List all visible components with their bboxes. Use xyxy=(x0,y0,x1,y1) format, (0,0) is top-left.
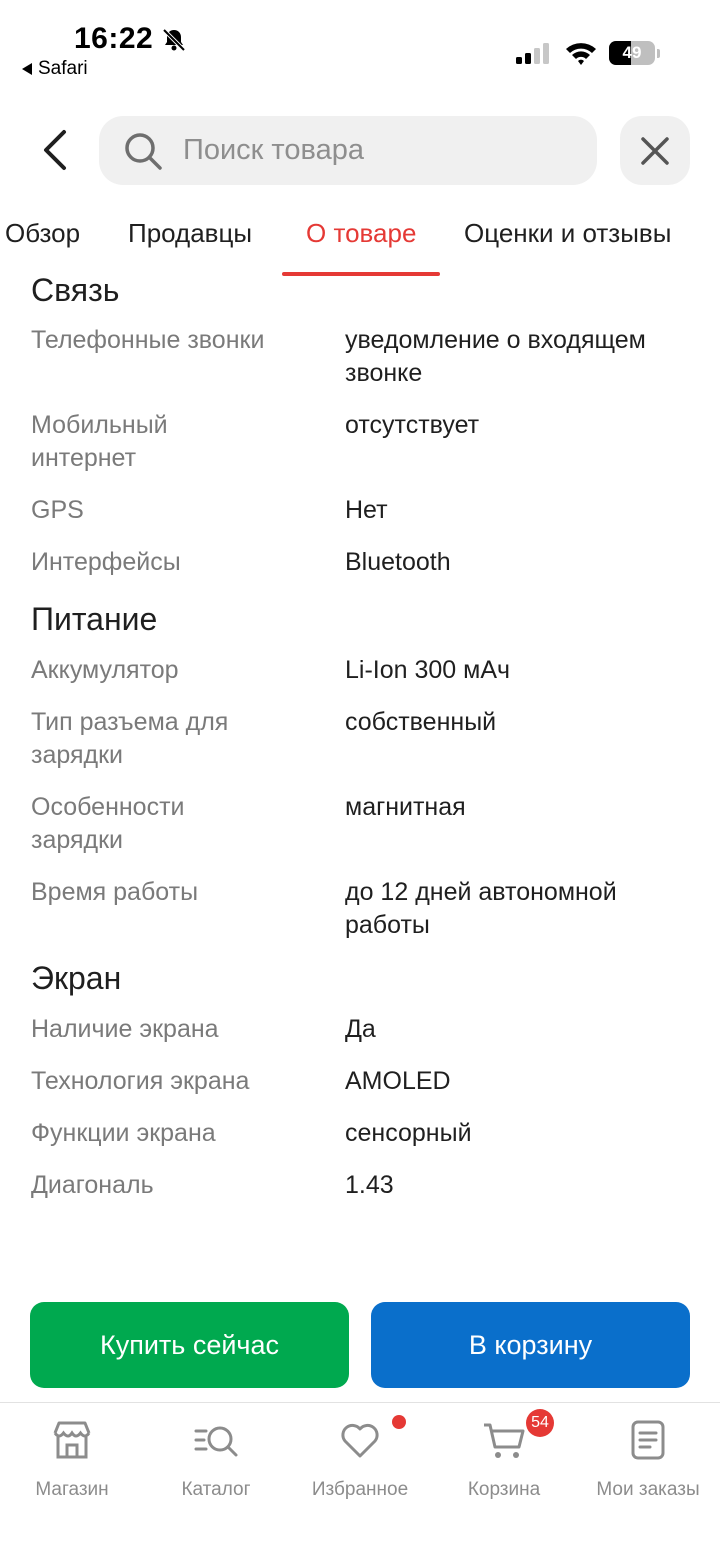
spec-label: Интерфейсы xyxy=(31,548,181,576)
back-triangle-icon xyxy=(22,63,32,75)
spec-value: уведомление о входящем звонке xyxy=(345,326,646,387)
chevron-left-icon xyxy=(40,128,70,172)
nav-shop[interactable] xyxy=(0,1417,144,1501)
nav-favorites[interactable] xyxy=(288,1417,432,1501)
spec-row xyxy=(0,654,720,687)
spec-row xyxy=(0,791,720,857)
bell-muted-icon xyxy=(160,26,188,54)
spec-label: Диагональ xyxy=(31,1171,154,1199)
favorites-notification-dot xyxy=(392,1415,406,1429)
orders-list-icon xyxy=(625,1417,671,1463)
tab-sellers[interactable]: Продавцы xyxy=(128,218,253,248)
spec-row xyxy=(0,1065,720,1098)
spec-label: Мобильный интернет xyxy=(31,411,168,472)
back-to-safari-link[interactable] xyxy=(22,58,88,80)
cellular-signal-icon xyxy=(515,42,553,66)
spec-label: Телефонные звонки xyxy=(31,326,265,354)
tab-overview[interactable]: Обзор xyxy=(5,218,81,248)
nav-cart-label: Корзина xyxy=(467,1479,541,1500)
tab-about-product[interactable]: О товаре xyxy=(306,218,417,248)
buy-now-button[interactable]: Купить сейчас xyxy=(30,1302,349,1388)
back-button[interactable] xyxy=(30,124,80,176)
nav-catalog[interactable] xyxy=(144,1417,288,1501)
spec-label: Особенности зарядки xyxy=(31,793,185,854)
spec-row xyxy=(0,409,720,475)
tab-reviews[interactable]: Оценки и отзывы xyxy=(464,218,672,248)
spec-value: до 12 дней автономной работы xyxy=(345,878,617,939)
battery-level: 49 xyxy=(622,43,642,62)
add-to-cart-button[interactable]: В корзину xyxy=(371,1302,690,1388)
store-icon xyxy=(49,1417,95,1463)
search-input[interactable] xyxy=(183,134,563,167)
wifi-icon xyxy=(564,40,598,66)
spec-value: Li-Ion 300 мАч xyxy=(345,656,511,684)
spec-value: отсутствует xyxy=(345,411,480,439)
spec-label: GPS xyxy=(31,496,84,524)
section-title: Экран xyxy=(31,960,122,996)
close-icon xyxy=(639,135,671,167)
spec-row xyxy=(0,546,720,579)
nav-orders[interactable] xyxy=(576,1417,720,1501)
search-bar[interactable] xyxy=(99,116,597,185)
spec-row xyxy=(0,876,720,942)
section-title: Связь xyxy=(31,272,120,308)
spec-value: собственный xyxy=(345,708,497,736)
battery-indicator xyxy=(609,40,661,66)
spec-row xyxy=(0,1013,720,1046)
nav-cart[interactable] xyxy=(432,1414,576,1501)
close-button[interactable] xyxy=(620,116,690,185)
action-bar xyxy=(0,1302,720,1388)
spec-row xyxy=(0,494,720,527)
product-tabs xyxy=(0,208,720,276)
spec-value: 1.43 xyxy=(345,1171,394,1199)
spec-row xyxy=(0,1169,720,1202)
spec-label: Функции экрана xyxy=(31,1119,216,1147)
bottom-navigation xyxy=(0,1402,720,1561)
spec-row xyxy=(0,324,720,390)
nav-orders-label: Мои заказы xyxy=(596,1479,700,1500)
spec-value: Bluetooth xyxy=(345,548,451,576)
cart-count-badge: 54 xyxy=(526,1409,554,1437)
spec-value: AMOLED xyxy=(345,1067,451,1095)
spec-row xyxy=(0,1117,720,1150)
specs-content xyxy=(0,268,720,1202)
back-app-label: Safari xyxy=(38,58,88,79)
spec-value: Нет xyxy=(345,496,388,524)
spec-value: магнитная xyxy=(345,793,466,821)
search-icon xyxy=(123,131,163,171)
spec-label: Время работы xyxy=(31,878,199,906)
spec-value: сенсорный xyxy=(345,1119,472,1147)
nav-favorites-label: Избранное xyxy=(311,1479,409,1500)
status-time: 16:22 xyxy=(74,22,154,55)
spec-label: Аккумулятор xyxy=(31,656,179,684)
spec-label: Технология экрана xyxy=(31,1067,250,1095)
nav-catalog-label: Каталог xyxy=(181,1479,251,1500)
status-bar xyxy=(0,0,720,100)
spec-value: Да xyxy=(345,1015,376,1043)
spec-label: Тип разъема для зарядки xyxy=(31,708,229,769)
spec-row xyxy=(0,706,720,772)
section-title: Питание xyxy=(31,601,158,637)
spec-label: Наличие экрана xyxy=(31,1015,219,1043)
nav-shop-label: Магазин xyxy=(35,1479,109,1500)
catalog-search-icon xyxy=(193,1417,239,1463)
heart-icon xyxy=(337,1417,383,1463)
cart-icon xyxy=(481,1417,527,1463)
